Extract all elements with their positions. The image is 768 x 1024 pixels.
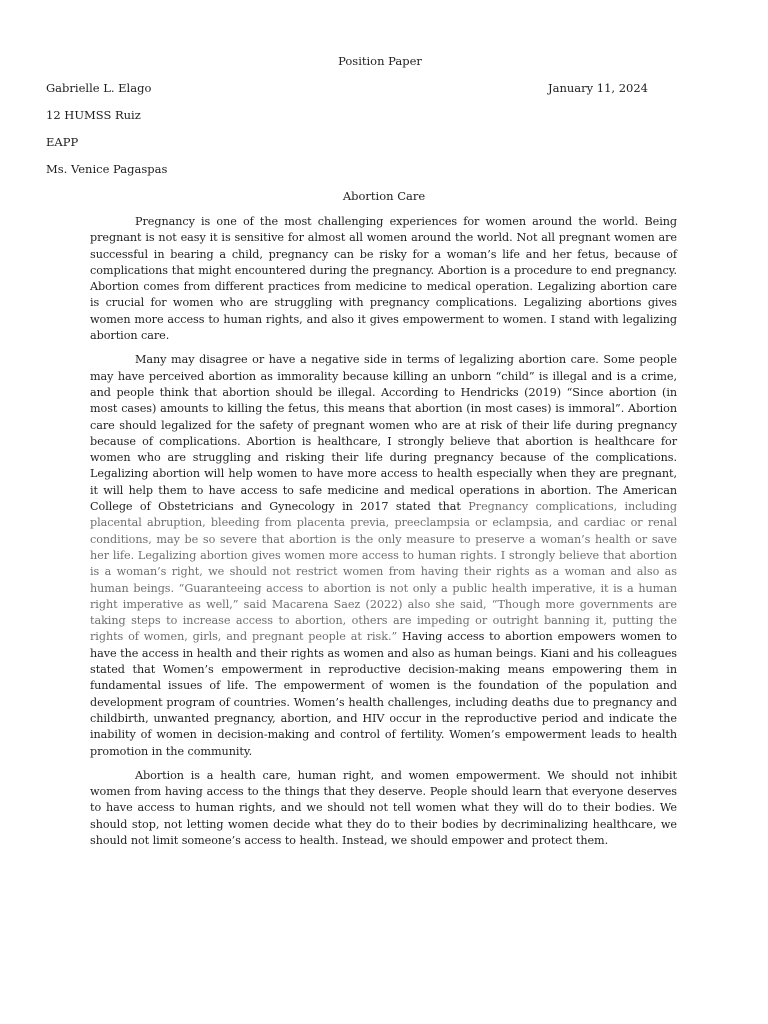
paper-subtitle: Abortion Care [342,189,426,203]
paragraph-conclusion: Abortion is a health care, human right, and women empowerment. We should not inhibit women from having access to the things that they deserve. People should learn that everyone deserves to have access to human rights, and we should not tell women what they will do to their bodies. We should stop, not letting women decide what they do to their bodies by decriminalizing healthcare, we should not limit someone’s access to health. Instead, we should empower and protect them. [90,768,677,847]
saez-quote-text: Legalizing abortion gives women more access to human rights. I strongly believe that abortion is a woman’s right, we should not restrict women from having their rights as a woman and also as human beings. “Guaranteeing access to abortion is not only a public health imperative, it is a human right imperative as well,” said Macarena Saez (2022) also she said, “Though more governments are taking steps to increase access to abortion, others are impeding or outright banning it, putting the rights of women, girls, and pregnant people at risk.” [90,548,677,644]
acog-quote: Pregnancy complications, including placental abruption, bleeding from placenta previa, preeclampsia or eclampsia, and cardiac or renal conditions, may be so severe that abortion is the only measure to preserve a woman’s health or save her life. [90,500,677,562]
paper-body [90,214,677,857]
document-title: Position Paper [338,54,422,68]
author-name: Gabrielle L. Elago [46,81,152,95]
document-date: January 11, 2024 [548,81,648,95]
paragraph-intro: Pregnancy is one of the most challenging experiences for women around the world. Being pregnant is not easy it is sensitive for almost all women around the world. Not all pregnant women are successful in bearing a child, pregnancy can be risky for a woman’s life and her fetus, because of complications that might encountered during the pregnancy. Abortion is a procedure to end pregnancy. Abortion comes from different practices from medicine to medical operation. Legalizing abortion care is crucial for women who are struggling with pregnancy complications. Legalizing abortions gives women more access to human rights, and also it gives empowerment to women. I stand with legalizing abortion care. [90,215,677,343]
teacher-name: Ms. Venice Pagaspas [46,162,168,176]
paragraph-argument-text-c: Having access to abortion empowers women to have the access in health and their rights as women and also as human beings. Kiani and his colleagues stated that Women’s empowerment in reproductive decision-making means empowering them in fundamental issues of life. The empowerment of women is the foundation of the population and development program of countries. Women’s health challenges, including deaths due to pregnancy and childbirth, unwanted pregnancy, abortion, and HIV occur in the reproductive period and indicate the inability of women in decision-making and control of fertility. Women’s empowerment leads to health promotion in the community. [90,630,677,758]
paragraph-argument-text-a: Many may disagree or have a negative side in terms of legalizing abortion care. Some people may have perceived abortion as immorality because killing an unborn “child” is illegal and is a crime, and people think that abortion should be illegal. According to Hendricks (2019) “Since abortion (in most cases) amounts to killing the fetus, this means that abortion (in most cases) is immoral”. Abortion care should legalized for the safety of pregnant women who are at risk of their life during pregnancy because of complications. Abortion is healthcare, I strongly believe that abortion is healthcare for women who are struggling and risking their life during pregnancy because of the complications. Legalizing abortion will help women to have more access to health especially when they are pregnant, it will help them to have access to safe medicine and medical operations in abortion. The American College of Obstetricians and Gynecology in 2017 stated that [90,353,677,514]
section-name: 12 HUMSS Ruiz [46,108,141,122]
course-name: EAPP [46,135,79,149]
paragraph-argument [90,352,677,759]
